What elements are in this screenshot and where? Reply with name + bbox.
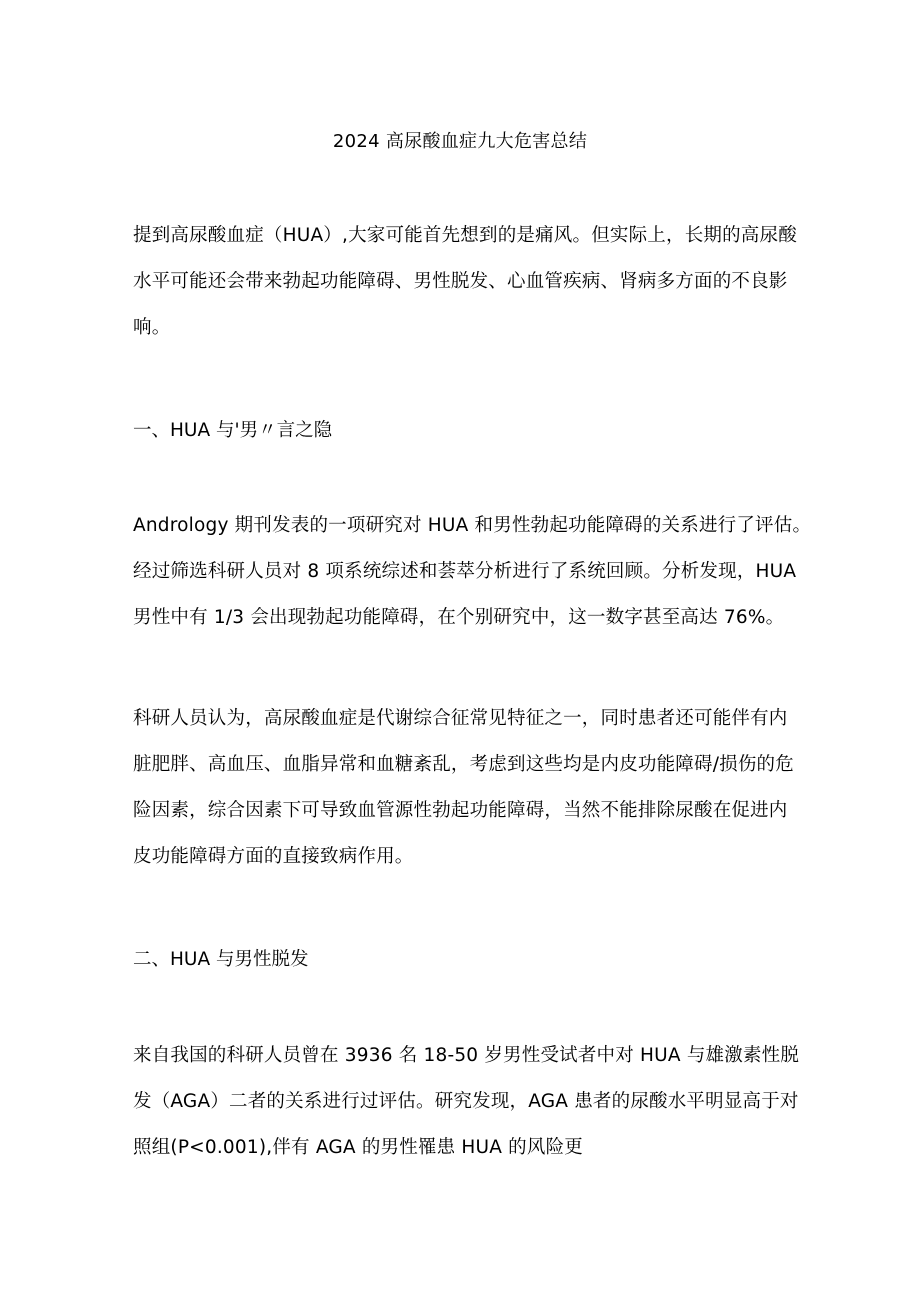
section2-paragraph-1 <box>133 1033 800 1171</box>
paragraph-line: 经过筛选科研人员对 8 项系统综述和荟萃分析进行了系统回顾。分析发现，HUA <box>133 561 797 582</box>
section-heading-2: 二、HUA 与男性脱发 <box>133 949 309 970</box>
paragraph-line: 发（AGA）二者的关系进行过评估。研究发现，AGA 患者的尿酸水平明显高于对 <box>133 1091 799 1112</box>
paragraph-line: 皮功能障碍方面的直接致病作用。 <box>133 846 414 867</box>
paragraph-line: Andrology 期刊发表的一项研究对 HUA 和男性勃起功能障碍的关系进行了评估。 <box>133 515 812 536</box>
paragraph-line: 水平可能还会带来勃起功能障碍、男性脱发、心血管疾病、肾病多方面的不良影 <box>133 271 788 292</box>
paragraph-line: 来自我国的科研人员曾在 3936 名 18-50 岁男性受试者中对 HUA 与雄激素性脱 <box>133 1045 800 1066</box>
section1-paragraph-2 <box>133 696 793 880</box>
paragraph-line: 险因素，综合因素下可导致血管源性勃起功能障碍，当然不能排除尿酸在促进内 <box>133 800 788 821</box>
paragraph-line: 提到高尿酸血症（HUA）,大家可能首先想到的是痛风。但实际上，长期的高尿酸 <box>133 225 797 246</box>
paragraph-line: 脏肥胖、高血压、血脂异常和血糖紊乱，考虑到这些均是内皮功能障碍/损伤的危 <box>133 754 794 775</box>
section-heading-1: 一、HUA 与'男〃言之隐 <box>133 420 333 441</box>
section1-paragraph-1 <box>133 503 812 641</box>
paragraph-line: 照组(P<0.001),伴有 AGA 的男性罹患 HUA 的风险更 <box>133 1137 583 1158</box>
document-title: 2024 高尿酸血症九大危害总结 <box>332 131 588 152</box>
intro-paragraph <box>133 213 797 351</box>
paragraph-line: 科研人员认为，高尿酸血症是代谢综合征常见特征之一，同时患者还可能伴有内 <box>133 708 788 729</box>
paragraph-line: 响。 <box>133 317 171 338</box>
paragraph-line: 男性中有 1/3 会出现勃起功能障碍，在个别研究中，这一数字甚至高达 76%。 <box>133 607 785 628</box>
